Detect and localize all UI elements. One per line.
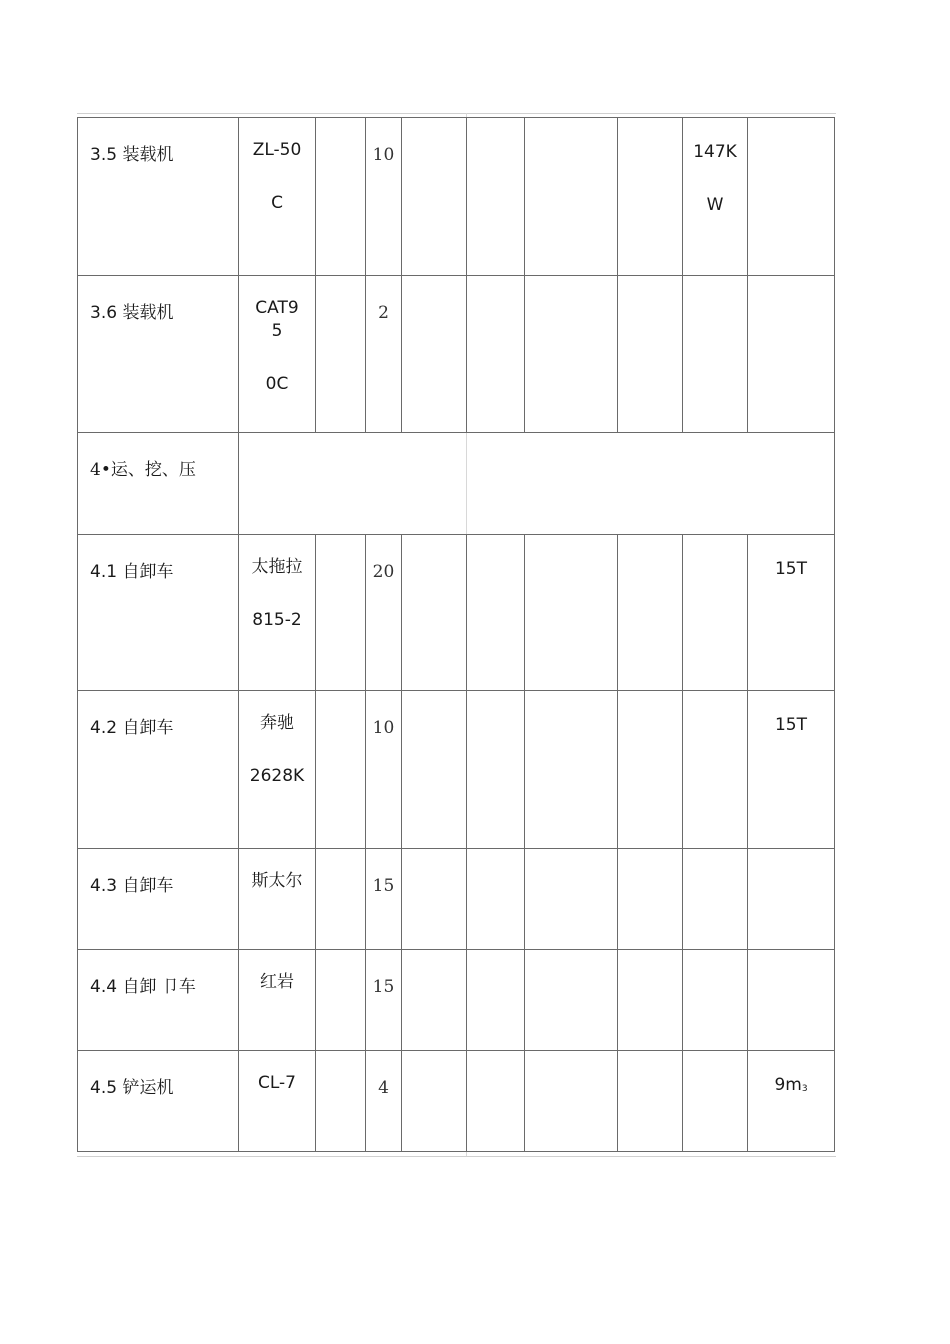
table-row [78, 276, 835, 433]
model-line: 2628K [249, 766, 305, 786]
equipment-name-cell: 3.6 装载机 [78, 276, 239, 433]
empty-cell [316, 276, 366, 433]
empty-cell [618, 276, 683, 433]
empty-cell [467, 691, 525, 849]
equipment-name-cell: 3.5 装载机 [78, 118, 239, 276]
table-row [78, 118, 835, 276]
equipment-name-cell: 4.1 自卸车 [78, 535, 239, 691]
empty-cell [316, 1051, 366, 1152]
empty-cell [683, 950, 748, 1051]
equipment-name-cell: 4.2 自卸车 [78, 691, 239, 849]
table-row [78, 535, 835, 691]
capacity-cell: 15T [748, 535, 835, 691]
section-title-cell: 4•运、挖、压 [78, 433, 239, 535]
quantity-cell: 15 [366, 849, 402, 950]
model-line: 奔驰 [260, 713, 294, 733]
table-row [78, 849, 835, 950]
model-line: 斯太尔 [251, 871, 303, 891]
model-cell [239, 691, 316, 849]
empty-cell [618, 1051, 683, 1152]
equipment-name-cell: 4.4 自卸 卩车 [78, 950, 239, 1051]
empty-cell [618, 118, 683, 276]
capacity-unit-exponent: 3 [801, 1084, 808, 1094]
section-span-cell [239, 433, 835, 535]
empty-cell [467, 118, 525, 276]
power-cell [683, 118, 748, 276]
empty-cell [683, 276, 748, 433]
empty-cell [402, 535, 467, 691]
empty-cell [525, 1051, 618, 1152]
empty-cell [467, 535, 525, 691]
empty-cell [618, 691, 683, 849]
empty-cell [683, 1051, 748, 1152]
model-cell [239, 1051, 316, 1152]
empty-cell [618, 535, 683, 691]
empty-cell [402, 691, 467, 849]
model-cell [239, 950, 316, 1051]
empty-cell [525, 276, 618, 433]
empty-cell [402, 118, 467, 276]
empty-cell [525, 950, 618, 1051]
empty-cell [467, 1051, 525, 1152]
model-line: ZL-50 [252, 140, 302, 160]
empty-cell [402, 950, 467, 1051]
model-cell [239, 535, 316, 691]
empty-cell [316, 849, 366, 950]
model-line: 太拖拉 [251, 557, 303, 577]
model-cell [239, 276, 316, 433]
empty-cell [618, 849, 683, 950]
empty-cell [683, 535, 748, 691]
quantity-cell: 2 [366, 276, 402, 433]
capacity-cell [748, 849, 835, 950]
empty-cell [316, 535, 366, 691]
capacity-cell: 15T [748, 691, 835, 849]
page-frame-top-line [77, 113, 836, 114]
quantity-cell: 15 [366, 950, 402, 1051]
model-line: 0C [265, 374, 289, 394]
model-line: 5 [271, 321, 283, 341]
table-row [78, 1051, 835, 1152]
page-frame-bottom-line [77, 1156, 836, 1157]
empty-cell [402, 1051, 467, 1152]
quantity-cell: 20 [366, 535, 402, 691]
quantity-cell: 10 [366, 118, 402, 276]
quantity-cell: 4 [366, 1051, 402, 1152]
empty-cell [467, 950, 525, 1051]
model-cell [239, 849, 316, 950]
table-row [78, 691, 835, 849]
empty-cell [316, 118, 366, 276]
empty-cell [683, 691, 748, 849]
empty-cell [525, 535, 618, 691]
model-line: 红岩 [260, 972, 294, 992]
capacity-cell [748, 1051, 835, 1152]
empty-cell [467, 849, 525, 950]
model-line: CAT9 [255, 298, 299, 318]
capacity-value: 9m [774, 1075, 802, 1095]
empty-cell [525, 118, 618, 276]
capacity-cell [748, 118, 835, 276]
section-row [78, 433, 835, 535]
empty-cell [316, 950, 366, 1051]
equipment-name-cell: 4.3 自卸车 [78, 849, 239, 950]
capacity-cell [748, 950, 835, 1051]
model-line: CL-7 [258, 1073, 296, 1093]
empty-cell [748, 276, 835, 433]
empty-cell [525, 849, 618, 950]
power-line: 147K [693, 142, 737, 162]
power-line: W [706, 195, 724, 215]
model-cell [239, 118, 316, 276]
equipment-table [77, 117, 835, 1152]
empty-cell [316, 691, 366, 849]
empty-cell [618, 950, 683, 1051]
quantity-cell: 10 [366, 691, 402, 849]
empty-cell [402, 849, 467, 950]
model-line: C [271, 193, 283, 213]
table-row [78, 950, 835, 1051]
empty-cell [683, 849, 748, 950]
model-line: 815-2 [252, 610, 302, 630]
empty-cell [467, 276, 525, 433]
empty-cell [402, 276, 467, 433]
empty-cell [525, 691, 618, 849]
equipment-name-cell: 4.5 铲运机 [78, 1051, 239, 1152]
